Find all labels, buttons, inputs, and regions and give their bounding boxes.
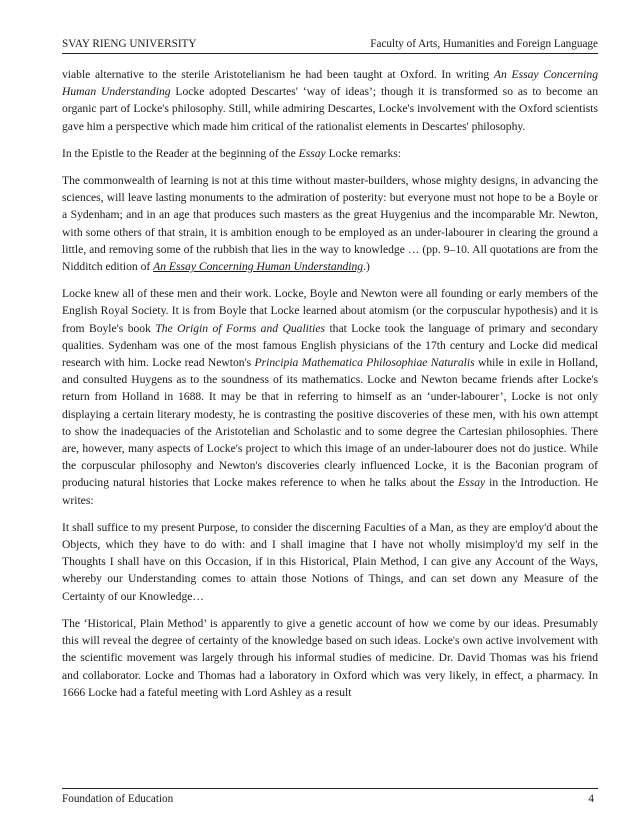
page-header <box>62 34 598 50</box>
italic-title: Essay <box>458 476 486 490</box>
paragraph-3-quote <box>62 172 598 275</box>
paragraph-4 <box>62 285 598 509</box>
underlined-title: An Essay Concerning Human Understanding <box>153 260 364 274</box>
italic-title: Principia Mathematica Philosophiae Naturalis <box>254 356 475 370</box>
paragraph-1 <box>62 66 598 135</box>
text-run: while in exile in Holland, and consulted Huygens as to the soundness of its mathematics. Locke and Newton became friends after Locke's return from Holland in 1688. It may be that in referring to himself as an ‘under-labourer’, Locke is not only displaying a certain literary modesty, he is contrasting the positive discoveries of these men, with his own attempt to show the inadequacies of the Aristotelian and Scholastic and to some degree the Cartesian philosophies. There are, however, many aspects of Locke's project to which this image of an under-labourer does not do justice. While the corpuscular philosophy and Newton's discoveries clearly influenced Locke, it is the Baconian program of producing natural histories that Locke makes reference to when he talks about the <box>62 356 598 490</box>
text-run: The commonwealth of learning is not at this time without master-builders, whose mighty designs, in advancing the sciences, will leave lasting monuments to the admiration of posterity: but everyone must not hope to be a Boyle or a Sydenham; and in an age that produces such masters as the great Huygenius and the incomparable Mr. Newton, with some others of that strain, it is ambition enough to be employed as an under-labourer in clearing the ground a little, and removing some of the rubbish that lies in the way to knowledge … (pp. 9–10. All quotations are from the Nidditch edition of <box>62 174 598 274</box>
text-run: The ‘Historical, Plain Method’ is apparently to give a genetic account of how we come by our ideas. Presumably this will reveal the degree of certainty of the knowledge based on such ideas. Locke's own active involvement with the scientific movement was largely through his informal studies of medicine. Dr. David Thomas was his friend and collaborator. Locke and Thomas had a laboratory in Oxford which was very likely, in effect, a pharmacy. In 1666 Locke had a fateful meeting with Lord Ashley as a result <box>62 616 598 699</box>
footer-title: Foundation of Education <box>62 793 174 805</box>
text-run: that Locke took the language of primary and secondary qualities. Sydenham was one of the most famous English physicians of the 17th century and Locke did medical research with him. Locke read Newton's <box>62 321 599 370</box>
text-run: .) <box>363 260 370 274</box>
text-run: viable alternative to the sterile Aristotelianism he had been taught at Oxford. In writing <box>62 68 494 81</box>
italic-title: An Essay Concerning Human Understanding <box>62 68 598 99</box>
footer-rule <box>62 788 598 789</box>
italic-title: The Origin of Forms and Qualities <box>155 321 326 335</box>
body-text <box>62 66 598 701</box>
text-run: In the Epistle to the Reader at the beginning of the <box>62 146 299 160</box>
text-run: It shall suffice to my present Purpose, to consider the discerning Faculties of a Man, as they are employ'd about the Objects, which they have to do with: and I shall imagine that I have not wholly misimploy'd my self in the Thoughts I shall have on this Occasion, if in this Historical, Plain Method, I can give any Account of the Ways, whereby our Understanding comes to attain those Notions of Things, and can set down any Measure of the Certainty of our Knowledge… <box>62 520 598 603</box>
header-faculty: Faculty of Arts, Humanities and Foreign Language <box>370 38 598 50</box>
text-run: Locke knew all of these men and their work. Locke, Boyle and Newton were all founding or early members of the English Royal Society. It is from Boyle that Locke learned about atomism (or the corpuscular hypothesis) and it is from Boyle's book <box>62 287 598 335</box>
paragraph-2 <box>62 145 598 162</box>
paragraph-5-quote <box>62 519 598 605</box>
page-footer <box>62 793 598 809</box>
paragraph-6 <box>62 615 598 701</box>
text-run: Locke remarks: <box>325 146 402 160</box>
text-run: Locke adopted Descartes' ‘way of ideas’; though it is transformed so as to become an organic part of Locke's philosophy. Still, while admiring Descartes, Locke's involvement with the Oxford scientists gave him a perspective which made him critical of the rationalist elements in Descartes' philosophy. <box>62 85 598 133</box>
header-rule <box>62 53 598 54</box>
page-number: 4 <box>588 793 594 805</box>
text-run: in the Introduction. He writes: <box>62 476 598 507</box>
italic-title: Essay <box>298 146 326 160</box>
header-university: SVAY RIENG UNIVERSITY <box>62 38 197 50</box>
